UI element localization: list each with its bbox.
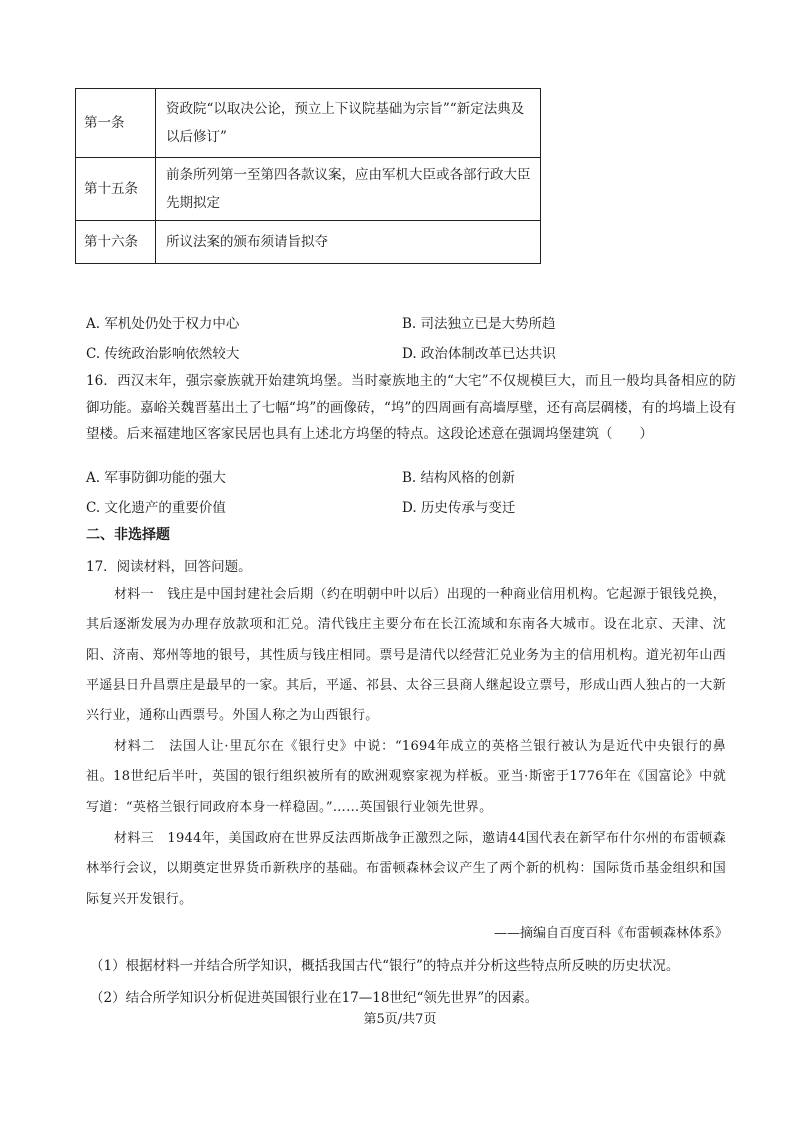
q15-option-d: D. 政治体制改革已达共识 — [402, 346, 556, 362]
table-row — [76, 158, 541, 221]
q16-option-a: A. 军事防御功能的强大 — [86, 470, 226, 486]
article-cell: 第十六条 — [76, 221, 156, 264]
material-source: ——摘编自百度百科《布雷顿森林体系》 — [493, 926, 728, 941]
article-cell: 第一条 — [76, 89, 156, 158]
material-3: 材料三 1944年，美国政府在世界反法西斯战争正激烈之际，邀请44国代表在新罕布什尔州的布雷顿森林举行会议，以期奠定世界货币新秩序的基础。布雷顿森林会议产生了两个新的机构：国际货币基金组织和国际复兴开发银行。 — [86, 831, 726, 907]
law-articles-table — [75, 88, 541, 264]
table-row — [76, 221, 541, 264]
material-1: 材料一 钱庄是中国封建社会后期（约在明朝中叶以后）出现的一种商业信用机构。它起源于银钱兑换，其后逐渐发展为办理存放款项和汇兑。清代钱庄主要分布在长江流域和东南各大城市。设在北京、天津、沈阳、济南、郑州等地的银号，其性质与钱庄相同。票号是清代以经营汇兑业务为主的信用机构。道光初年山西平遥县日升昌票庄是最早的一家。其后，平遥、祁县、太谷三县商人继起设立票号，形成山西人独占的一大新兴行业，通称山西票号。外国人称之为山西银行。 — [86, 587, 726, 724]
content-cell: 所议法案的颁布须请旨拟夺 — [156, 221, 541, 264]
q17-sub-question-1: （1）根据材料一并结合所学知识，概括我国古代“银行”的特点并分析这些特点所反映的历史状况。 — [90, 958, 680, 974]
q16-stem: 16．西汉末年，强宗豪族就开始建筑坞堡。当时豪族地主的“大宅”不仅规模巨大，而且一般均具备相应的防御功能。嘉峪关魏晋墓出土了七幅“坞”的画像砖，“坞”的四周画有高墙厚壁，还有高层碉楼，有的坞墙上设有望楼。后来福建地区客家民居也具有上述北方坞堡的特点。这段论述意在强调坞堡建筑（ ） — [86, 373, 736, 442]
q15-option-b: B. 司法独立已是大势所趋 — [402, 316, 556, 332]
page-number: 第5页/共7页 — [363, 1012, 437, 1027]
article-cell: 第十五条 — [76, 158, 156, 221]
section-heading: 二、非选择题 — [86, 527, 170, 543]
table-row — [76, 89, 541, 158]
q16-option-b: B. 结构风格的创新 — [402, 470, 516, 486]
q15-option-a: A. 军机处仍处于权力中心 — [86, 316, 240, 332]
q17-sub-question-2: （2）结合所学知识分析促进英国银行业在17—18世纪“领先世界”的因素。 — [90, 990, 539, 1006]
q16-option-d: D. 历史传承与变迁 — [402, 500, 516, 516]
material-2: 材料二 法国人让·里瓦尔在《银行史》中说：“1694年成立的英格兰银行被认为是近代中央银行的鼻祖。18世纪后半叶，英国的银行组织被所有的欧洲观察家视为样板。亚当·斯密于1776年在《国富论》中就写道：“英格兰银行同政府本身一样稳固。”……英国银行业领先世界。 — [86, 739, 726, 815]
content-cell: 前条所列第一至第四各款议案，应由军机大臣或各部行政大臣先期拟定 — [156, 158, 541, 221]
q17-intro: 17．阅读材料，回答问题。 — [86, 559, 252, 575]
q15-option-c: C. 传统政治影响依然较大 — [86, 346, 240, 362]
content-cell: 资政院“以取决公论，预立上下议院基础为宗旨”“新定法典及以后修订” — [156, 89, 541, 158]
q16-option-c: C. 文化遗产的重要价值 — [86, 500, 226, 516]
